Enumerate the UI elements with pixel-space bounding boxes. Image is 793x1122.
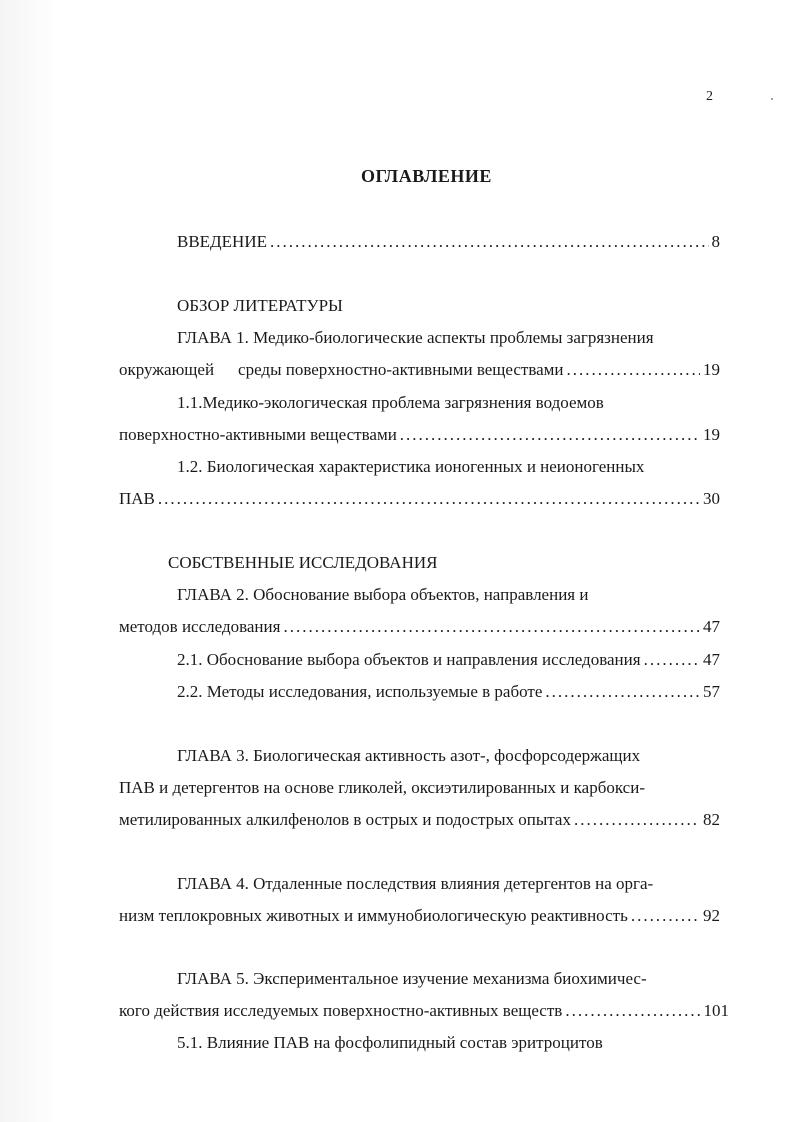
toc-entry-s1-1[interactable] [119,423,720,447]
toc-entry-label: методов исследования [119,617,281,636]
toc-entry-label: среды поверхностно-активными веществами [238,360,564,379]
toc-entry-ch4[interactable] [119,904,720,928]
toc-entry-label: поверхностно-активными веществами [119,425,397,444]
toc-entry-label: ВВЕДЕНИЕ [177,232,267,251]
toc-entry-page: 82 [703,810,720,829]
toc-entry-ch3[interactable] [119,808,720,832]
toc-entry-label: 2.1. Обоснование выбора объектов и направления исследования [177,650,641,669]
section-heading-own-research: СОБСТВЕННЫЕ ИССЛЕДОВАНИЯ [168,553,438,572]
toc-leader-dots [574,808,700,832]
toc-entry-s2-2[interactable] [177,680,720,704]
toc-leader-dots [567,358,700,382]
toc-entry-intro[interactable] [177,230,720,254]
toc-title: ОГЛАВЛЕНИЕ [361,166,492,186]
toc-entry-page: 30 [703,489,720,508]
toc-leader-dots [565,999,700,1023]
toc-entry-label: низм теплокровных животных и иммунобиологическую реактивность [119,906,628,925]
toc-entry-label: 2.2. Методы исследования, используемые в работе [177,682,543,701]
toc-entry-page: 47 [703,617,720,636]
toc-leader-dots [283,615,700,639]
toc-entry-page: 19 [703,360,720,379]
scan-speck [771,98,773,100]
page-number: 2 [706,89,713,104]
toc-leader-dots [631,904,700,928]
toc-entry-page: 92 [703,906,720,925]
toc-entry-ch4-line1: ГЛАВА 4. Отдаленные последствия влияния детергентов на орга- [177,874,654,893]
toc-entry-label: ПАВ [119,489,155,508]
toc-entry-label: метилированных алкилфенолов в острых и подострых опытах [119,810,571,829]
toc-leader-dots [545,680,700,704]
toc-entry-ch3-line2: ПАВ и детергентов на основе гликолей, оксиэтилированных и карбокси- [119,778,645,797]
toc-entry-ch1[interactable] [119,358,720,382]
toc-entry-s1-2[interactable] [119,487,720,511]
toc-entry-ch2-line1: ГЛАВА 2. Обоснование выбора объектов, направления и [177,585,589,604]
toc-entry-ch3-line1: ГЛАВА 3. Биологическая активность азот-, фосфорсодержащих [177,746,641,765]
toc-entry-word: окружающей [119,360,215,379]
toc-entry-page: 19 [703,425,720,444]
toc-leader-dots [644,648,700,672]
toc-entry-label: кого действия исследуемых поверхностно-активных веществ [119,1001,563,1020]
toc-entry-ch2[interactable] [119,615,720,639]
toc-entry-page: 8 [711,232,720,251]
toc-entry-ch1-line1: ГЛАВА 1. Медико-биологические аспекты проблемы загрязнения [177,328,654,347]
toc-entry-ch5[interactable] [119,999,729,1023]
toc-entry-s1-2-line1: 1.2. Биологическая характеристика ионогенных и неионогенных [177,457,645,476]
toc-entry-page: 47 [703,650,720,669]
toc-leader-dots [400,423,700,447]
toc-leader-dots [158,487,700,511]
toc-entry-s2-1[interactable] [177,648,720,672]
toc-entry-s5-1[interactable]: 5.1. Влияние ПАВ на фосфолипидный состав эритроцитов [177,1033,603,1052]
toc-entry-ch5-line1: ГЛАВА 5. Экспериментальное изучение механизма биохимичес- [177,969,647,988]
toc-entry-page: 101 [703,1001,729,1020]
toc-entry-s1-1-line1: 1.1.Медико-экологическая проблема загрязнения водоемов [177,393,604,412]
toc-entry-page: 57 [703,682,720,701]
section-heading-review: ОБЗОР ЛИТЕРАТУРЫ [177,296,343,315]
toc-leader-dots [270,230,709,254]
